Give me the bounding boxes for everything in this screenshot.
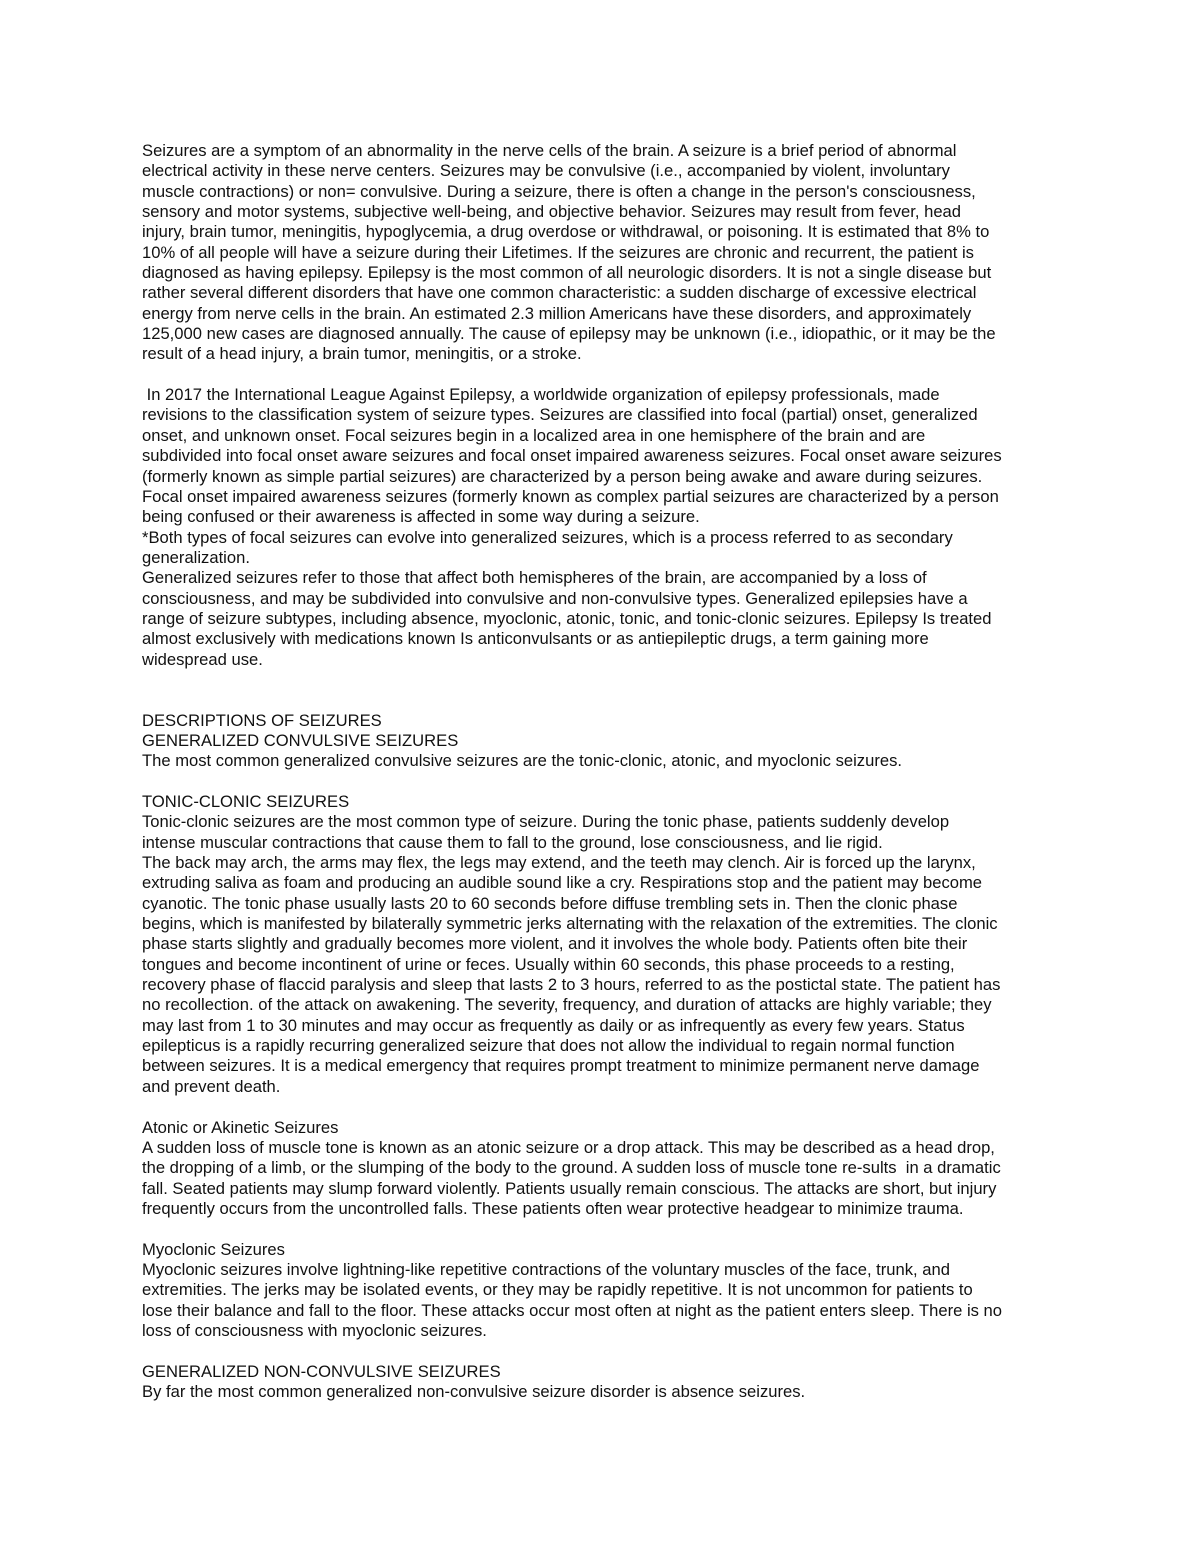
descriptions-section	[142, 711, 1062, 772]
text-line: Myoclonic seizures involve lightning-like repetitive contractions of the voluntary muscles of the face, trunk, and	[142, 1259, 950, 1279]
text-line: cyanotic. The tonic phase usually lasts 20 to 60 seconds before diffuse trembling sets in. Then the clonic phase	[142, 893, 958, 913]
text-line: Focal onset impaired awareness seizures (formerly known as complex partial seizures are characterized by a person	[142, 486, 999, 506]
section-heading: GENERALIZED NON-CONVULSIVE SEIZURES	[142, 1361, 501, 1381]
text-line: no recollection. of the attack on awakening. The severity, frequency, and duration of attacks are highly variable; they	[142, 995, 992, 1015]
text-line: 125,000 new cases are diagnosed annually. The cause of epilepsy may be unknown (i.e., idiopathic, or it may be the	[142, 324, 996, 344]
text-line: intense muscular contractions that cause them to fall to the ground, lose consciousness, and lie rigid.	[142, 832, 883, 852]
text-line: almost exclusively with medications known Is anticonvulsants or as antiepileptic drugs, a term gaining more	[142, 629, 929, 649]
myoclonic-section	[142, 1240, 1062, 1342]
text-line: injury, brain tumor, meningitis, hypoglycemia, a drug overdose or withdrawal, or poisoning. It is estimated that 8% to	[142, 222, 990, 242]
section-heading: DESCRIPTIONS OF SEIZURES	[142, 710, 382, 730]
paragraph-spacer	[142, 1341, 1062, 1361]
text-line: extruding saliva as foam and producing an audible sound like a cry. Respirations stop and the patient may become	[142, 873, 983, 893]
text-line: being confused or their awareness is affected in some way during a seizure.	[142, 507, 700, 527]
text-line: 10% of all people will have a seizure during their Lifetimes. If the seizures are chronic and recurrent, the patient is	[142, 242, 974, 262]
text-line: electrical activity in these nerve centers. Seizures may be convulsive (i.e., accompanied by violent, involuntary	[142, 161, 950, 181]
text-line: A sudden loss of muscle tone is known as an atonic seizure or a drop attack. This may be described as a head drop,	[142, 1137, 995, 1157]
text-line: widespread use.	[142, 649, 263, 669]
text-line: the dropping of a limb, or the slumping of the body to the ground. A sudden loss of muscle tone re-sults in a dramatic	[142, 1158, 1001, 1178]
text-line: By far the most common generalized non-convulsive seizure disorder is absence seizures.	[142, 1381, 806, 1401]
paragraph-spacer	[142, 1097, 1062, 1117]
text-line: subdivided into focal onset aware seizures and focal onset impaired awareness seizures. Focal onset aware seizures	[142, 446, 1002, 466]
text-line: Tonic-clonic seizures are the most common type of seizure. During the tonic phase, patients suddenly develop	[142, 812, 950, 832]
paragraph-spacer	[142, 365, 1062, 385]
text-line: lose their balance and fall to the floor. These attacks occur most often at night as the patient enters sleep. There is no	[142, 1300, 1003, 1320]
section-spacer	[142, 670, 1062, 711]
text-line: energy from nerve cells in the brain. An estimated 2.3 million Americans have these disorders, and approximately	[142, 303, 972, 323]
section-heading: Atonic or Akinetic Seizures	[142, 1117, 339, 1137]
text-line: The most common generalized convulsive seizures are the tonic-clonic, atonic, and myoclonic seizures.	[142, 751, 902, 771]
text-line: phase starts slightly and gradually becomes more violent, and it involves the whole body. Patients often bite their	[142, 934, 968, 954]
text-line: epilepticus is a rapidly recurring generalized seizure that does not allow the individual to regain normal function	[142, 1036, 955, 1056]
document-page	[142, 141, 1062, 1402]
text-line: range of seizure subtypes, including absence, myoclonic, atonic, tonic, and tonic-clonic seizures. Epilepsy Is treated	[142, 608, 992, 628]
text-line: begins, which is manifested by bilaterally symmetric jerks alternating with the relaxation of the extremities. The clonic	[142, 914, 998, 934]
text-line: tongues and become incontinent of urine or feces. Usually within 60 seconds, this phase proceeds to a resting,	[142, 954, 955, 974]
text-line: muscle contractions) or non= convulsive. During a seizure, there is often a change in the person's consciousness,	[142, 181, 976, 201]
text-line: sensory and motor systems, subjective well-being, and objective behavior. Seizures may result from fever, head	[142, 202, 962, 222]
text-line: recovery phase of flaccid paralysis and sleep that lasts 2 to 3 hours, referred to as the postictal state. The patient has	[142, 975, 1001, 995]
paragraph-spacer	[142, 1219, 1062, 1239]
text-line: extremities. The jerks may be isolated events, or they may be rapidly repetitive. It is not uncommon for patients to	[142, 1280, 973, 1300]
text-line: and prevent death.	[142, 1076, 281, 1096]
text-line: consciousness, and may be subdivided into convulsive and non-convulsive types. Generalized epilepsies have a	[142, 588, 968, 608]
text-line: loss of consciousness with myoclonic seizures.	[142, 1320, 487, 1340]
section-subheading: GENERALIZED CONVULSIVE SEIZURES	[142, 730, 459, 750]
text-line: rather several different disorders that have one common characteristic: a sudden discharge of excessive electrical	[142, 283, 977, 303]
text-line: fall. Seated patients may slump forward violently. Patients usually remain conscious. The attacks are short, but injury	[142, 1178, 997, 1198]
section-heading: TONIC-CLONIC SEIZURES	[142, 792, 350, 811]
text-line: may last from 1 to 30 minutes and may occur as frequently as daily or as infrequently as every few years. Status	[142, 1015, 965, 1035]
text-line: revisions to the classification system of seizure types. Seizures are classified into focal (partial) onset, generalized	[142, 405, 978, 425]
text-line: between seizures. It is a medical emergency that requires prompt treatment to minimize permanent nerve damage	[142, 1056, 980, 1076]
text-line: Seizures are a symptom of an abnormality in the nerve cells of the brain. A seizure is a brief period of abnormal	[142, 141, 957, 160]
text-line: result of a head injury, a brain tumor, meningitis, or a stroke.	[142, 344, 582, 364]
text-line: *Both types of focal seizures can evolve into generalized seizures, which is a process referred to as secondary	[142, 527, 953, 547]
tonic-clonic-section	[142, 792, 1062, 1097]
text-line: Generalized seizures refer to those that affect both hemispheres of the brain, are accompanied by a loss of	[142, 568, 927, 588]
text-line: (formerly known as simple partial seizures) are characterized by a person being awake and aware during seizures.	[142, 466, 983, 486]
non-convulsive-section	[142, 1362, 1062, 1403]
classification-paragraph	[142, 385, 1062, 670]
intro-paragraph	[142, 141, 1062, 365]
text-line: The back may arch, the arms may flex, the legs may extend, and the teeth may clench. Air is forced up the larynx,	[142, 853, 976, 873]
text-line: generalization.	[142, 547, 250, 567]
text-line: frequently occurs from the uncontrolled falls. These patients often wear protective headgear to minimize trauma.	[142, 1198, 964, 1218]
section-heading: Myoclonic Seizures	[142, 1239, 285, 1259]
text-line: In 2017 the International League Against Epilepsy, a worldwide organization of epilepsy professionals, made	[142, 385, 940, 405]
paragraph-spacer	[142, 772, 1062, 792]
text-line: diagnosed as having epilepsy. Epilepsy is the most common of all neurologic disorders. It is not a single disease but	[142, 263, 992, 283]
atonic-section	[142, 1118, 1062, 1220]
text-line: onset, and unknown onset. Focal seizures begin in a localized area in one hemisphere of the brain and are	[142, 425, 926, 445]
